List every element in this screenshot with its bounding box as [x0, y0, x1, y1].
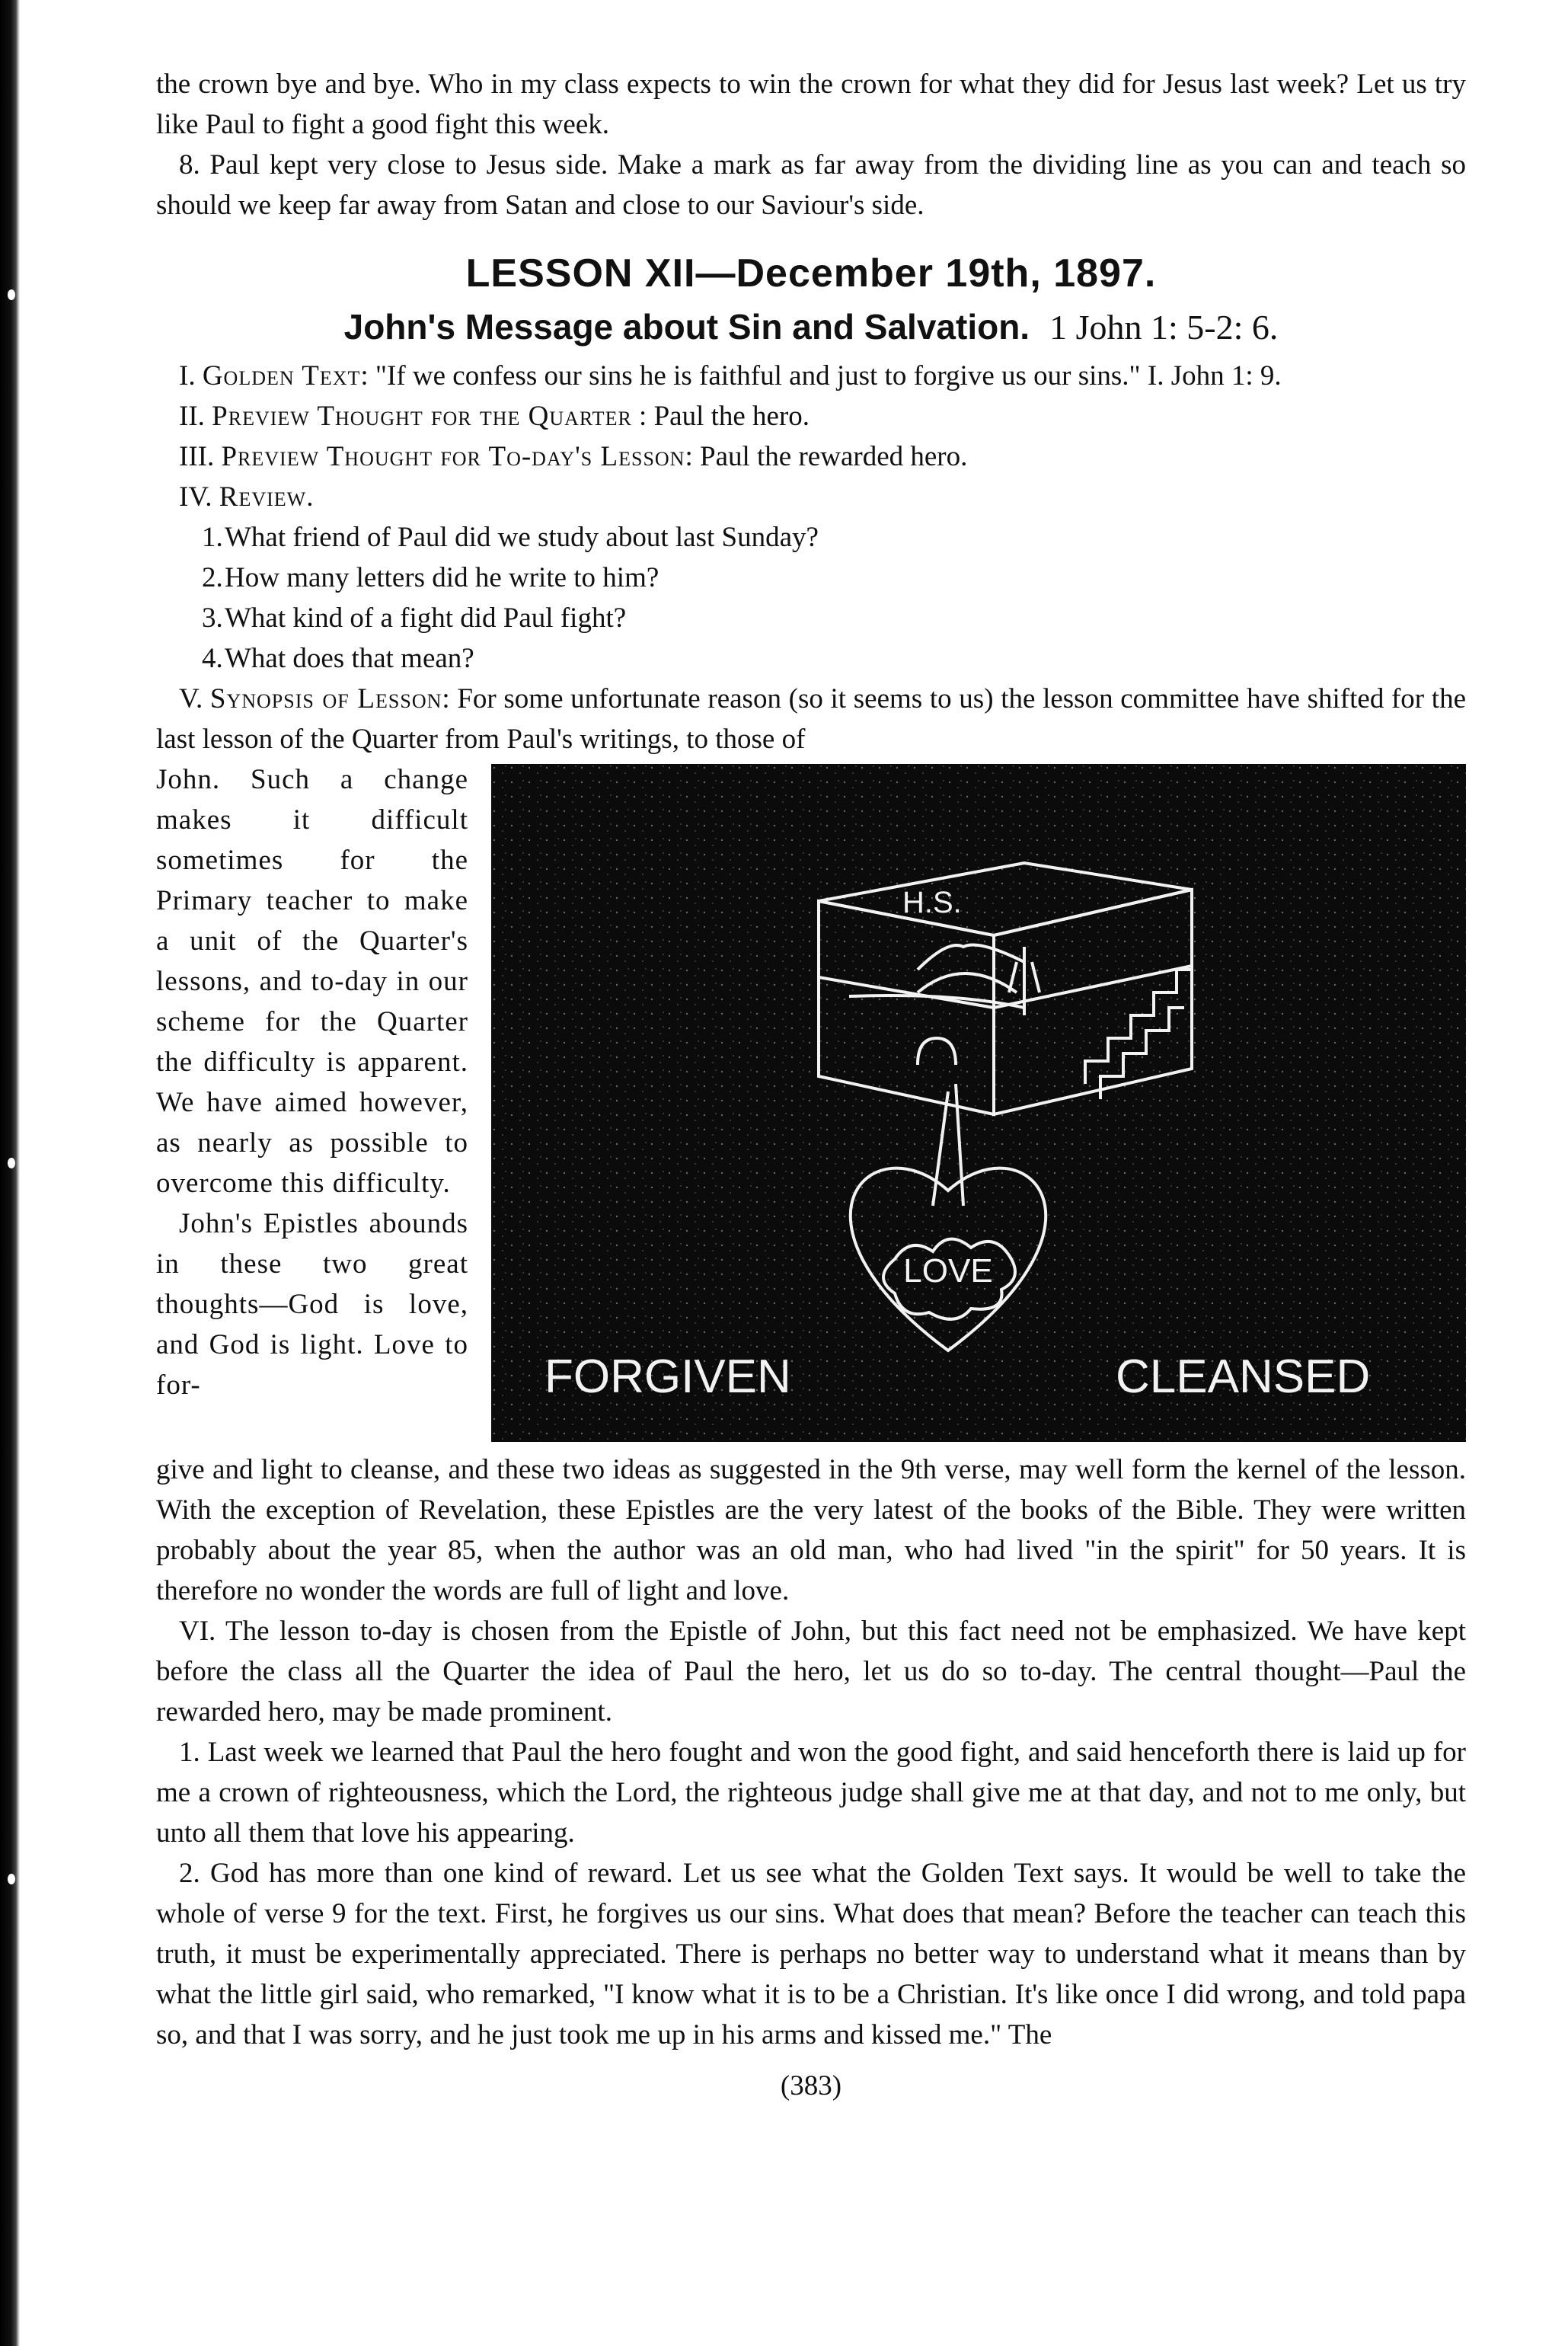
box-label: H.S. — [902, 886, 962, 919]
intro-item-8: 8. Paul kept very close to Jesus side. Make a mark as far away from the dividing line as you can and teach so should we keep far away from Satan and close to our Saviour's side. — [156, 149, 1466, 221]
review-label: Review. — [219, 481, 315, 513]
review-list — [156, 517, 1466, 679]
synopsis-continuation: give and light to cleanse, and these two ideas as suggested in the 9th verse, may well form the kernel of the lesson. With the exception of Revelation, these Epistles are the very latest of the books of the Bible. They were written probably about the year 85, when the author was an old man, who had lived "in the spirit" for 50 years. It is therefore no wonder the words are full of light and love. — [156, 1454, 1466, 1606]
synopsis-wrap-2: John's Epistles abounds in these two great thoughts—God is love, and God is light. Love to for- — [156, 1208, 468, 1401]
preview-today — [156, 436, 1466, 477]
spine-mark — [8, 289, 15, 300]
golden-text-body: : "If we confess our sins he is faithful and just to forgive us our sins." I. John 1: 9. — [360, 360, 1282, 392]
preview-quarter-body: : Paul the hero. — [639, 401, 810, 432]
review-item — [156, 638, 1466, 679]
review-item-num: 3. — [202, 602, 223, 634]
synopsis-num: V. — [179, 683, 203, 714]
intro-paragraph: the crown bye and bye. Who in my class expects to win the crown for what they did for Jesus last week? Let us try like Paul to fight a good fight this week. — [156, 69, 1466, 140]
review-item — [156, 598, 1466, 638]
point-2: 2. God has more than one kind of reward. Let us see what the Golden Text says. It would be well to take the whole of verse 9 for the text. First, he forgives us our sins. What does that mean? Before the teacher can teach this truth, it must be experimentally appreciated. There is perhaps no better way to understand what it means than by what the little girl said, who remarked, "I know what it is to be a Christian. It's like once I did wrong, and told papa so, and that I was sorry, and he just took me up in his arms and kissed me." The — [156, 1858, 1466, 2050]
preview-today-label: Preview Thought for To-day's Lesson — [221, 441, 685, 472]
section-vi: VI. The lesson to-day is chosen from the Epistle of John, but this fact need not be emphasized. We have kept before the class all the Quarter the idea of Paul the hero, let us do so to-day. The central thought—Paul the rewarded hero, may be made prominent. — [156, 1616, 1466, 1728]
review-item-text: How many letters did he write to him? — [225, 562, 659, 593]
preview-today-body: : Paul the rewarded hero. — [685, 441, 968, 472]
synopsis-wrap-1: John. Such a change makes it difficult sometimes for the Primary teacher to make a unit of the Quarter's lessons, and to-day in our scheme for the Quarter the difficulty is apparent. We have aimed however, as nearly as possible to overcome this difficulty. — [156, 764, 468, 1199]
spine-mark — [8, 1158, 15, 1168]
preview-quarter-label: Preview Thought for the Quarter — [212, 401, 632, 432]
review-item-num: 4. — [202, 643, 223, 674]
review-item-text: What does that mean? — [225, 643, 474, 674]
lesson-title: John's Message about Sin and Salvation. — [343, 307, 1030, 347]
lesson-heading: LESSON XII—December 19th, 1897. — [465, 251, 1157, 296]
forgiven-caption: FORGIVEN — [544, 1350, 791, 1403]
page-number: (383) — [780, 2070, 842, 2101]
preview-quarter-num: II. — [179, 401, 205, 432]
golden-text-label: Golden Text — [202, 360, 361, 392]
synopsis-label: Synopsis of Lesson — [209, 683, 442, 714]
review-item-num: 1. — [202, 522, 223, 553]
review-item-text: What kind of a fight did Paul fight? — [225, 602, 627, 634]
heart-label: LOVE — [903, 1252, 993, 1290]
preview-today-num: III. — [179, 441, 215, 472]
illustration-drawing — [491, 764, 1466, 1442]
point-1: 1. Last week we learned that Paul the hero fought and won the good fight, and said henceforth there is laid up for me a crown of righteousness, which the Lord, the righteous judge shall give me at that day, and not to me only, but unto all them that love his appearing. — [156, 1737, 1466, 1849]
synopsis-wrap — [156, 759, 1466, 1405]
review-heading — [156, 477, 1466, 517]
review-item — [156, 558, 1466, 598]
synopsis-lead-text: : For some unfortunate reason (so it seems to us) the lesson committee have shifted for the last lesson of the Quarter from Paul's writings, to those of — [156, 683, 1467, 755]
preview-quarter — [156, 396, 1466, 436]
illustration — [491, 764, 1466, 1442]
golden-text — [156, 356, 1466, 396]
synopsis-lead — [156, 679, 1466, 759]
spine-mark — [8, 1874, 15, 1884]
lesson-title-line — [156, 302, 1466, 353]
review-item-text: What friend of Paul did we study about last Sunday? — [225, 522, 819, 553]
golden-text-num: I. — [179, 360, 196, 392]
review-item-num: 2. — [202, 562, 223, 593]
review-num: IV. — [179, 481, 212, 513]
page-body — [156, 64, 1466, 2106]
cleansed-caption: CLEANSED — [1116, 1350, 1371, 1403]
book-spine-shadow — [0, 0, 20, 2346]
lesson-reference: 1 John 1: 5-2: 6. — [1049, 308, 1279, 347]
review-item — [156, 517, 1466, 558]
